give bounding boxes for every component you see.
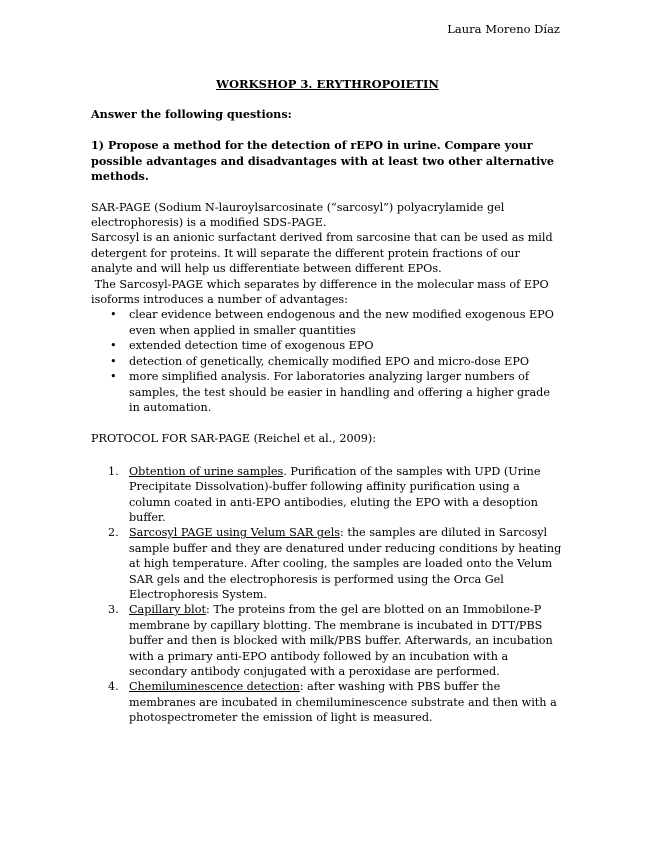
list-item — [108, 602, 563, 679]
step-text: : after washing with PBS buffer the membranes are incubated in chemiluminescence substrate and then with a photospectrometer the emission of light is measured. — [129, 680, 557, 725]
protocol-steps-list — [91, 464, 563, 726]
step-number: 4. — [108, 680, 119, 694]
question-1: 1) Propose a method for the detection of rEPO in urine. Compare your possible advantages and disadvantages with at least two other alternative methods. — [91, 138, 554, 184]
step-title: Obtention of urine samples — [129, 464, 284, 478]
step-number: 1. — [108, 464, 119, 478]
advantage-text: more simplified analysis. For laboratories analyzing larger numbers of samples, the test should be easier in handling and offering a higher grade in automation. — [129, 370, 550, 414]
paragraph-sarcosyl: Sarcosyl is an anionic surfactant derived from sarcosine that can be used as mild detergent for proteins. It will separate the different protein fractions of our analyte and will help us differentiate between different EPOs. — [91, 231, 553, 276]
step-number: 3. — [108, 603, 119, 617]
bullet-icon: • — [110, 308, 117, 322]
list-item — [110, 369, 563, 415]
list-item — [110, 307, 563, 338]
instruction-heading: Answer the following questions: — [91, 107, 292, 121]
advantage-text: clear evidence between endogenous and the new modified exogenous EPO even when applied in smaller quantities — [129, 308, 554, 337]
step-title: Sarcosyl PAGE using Velum SAR gels — [129, 526, 341, 540]
step-text: : The proteins from the gel are blotted on an Immobilone-P membrane by capillary blotting. The membrane is incubated in DTT/PBS buffer and then is blocked with milk/PBS buffer. Afterwards, an incubation with a primary anti-EPO antibody followed by an incubation with a secondary antibody conjugated with a peroxidase are performed. — [129, 603, 553, 678]
step-number: 2. — [108, 526, 119, 540]
step-text: : the samples are diluted in Sarcosyl sample buffer and they are denatured under reducing conditions by heating at high temperature. After cooling, the samples are loaded onto the Velum SAR gels and the electrophoresis is performed using the Orca Gel Electrophoresis System. — [129, 526, 562, 601]
document-title: WORKSHOP 3. ERYTHROPOIETIN — [216, 77, 439, 91]
list-item — [110, 338, 563, 353]
protocol-heading: PROTOCOL FOR SAR-PAGE (Reichel et al., 2009): — [91, 432, 376, 446]
author-name: Laura Moreno Díaz — [447, 22, 560, 36]
bullet-icon: • — [110, 354, 117, 368]
paragraph-sar-page: SAR-PAGE (Sodium N-lauroylsarcosinate (“sarcosyl”) polyacrylamide gel electrophoresis) is a modified SDS-PAGE. — [91, 200, 505, 230]
advantages-list — [91, 307, 563, 415]
bullet-icon: • — [110, 339, 117, 353]
list-item — [110, 354, 563, 369]
bullet-icon: • — [110, 370, 117, 384]
advantage-text: extended detection time of exogenous EPO — [129, 339, 374, 353]
document-body — [91, 107, 563, 726]
list-item — [108, 525, 563, 602]
advantage-text: detection of genetically, chemically modified EPO and micro-dose EPO — [129, 354, 530, 368]
step-title: Capillary blot — [129, 603, 206, 617]
list-item — [108, 464, 563, 526]
step-text: . Purification of the samples with UPD (Urine Precipitate Dissolvation)-buffer following affinity purification using a column coated in anti-EPO antibodies, eluting the EPO with a desoption buffer. — [129, 464, 541, 524]
step-title: Chemiluminescence detection — [129, 680, 300, 694]
paragraph-advantages-intro: The Sarcosyl-PAGE which separates by difference in the molecular mass of EPO isoforms introduces a number of advantages: — [91, 277, 553, 307]
list-item — [108, 679, 563, 725]
